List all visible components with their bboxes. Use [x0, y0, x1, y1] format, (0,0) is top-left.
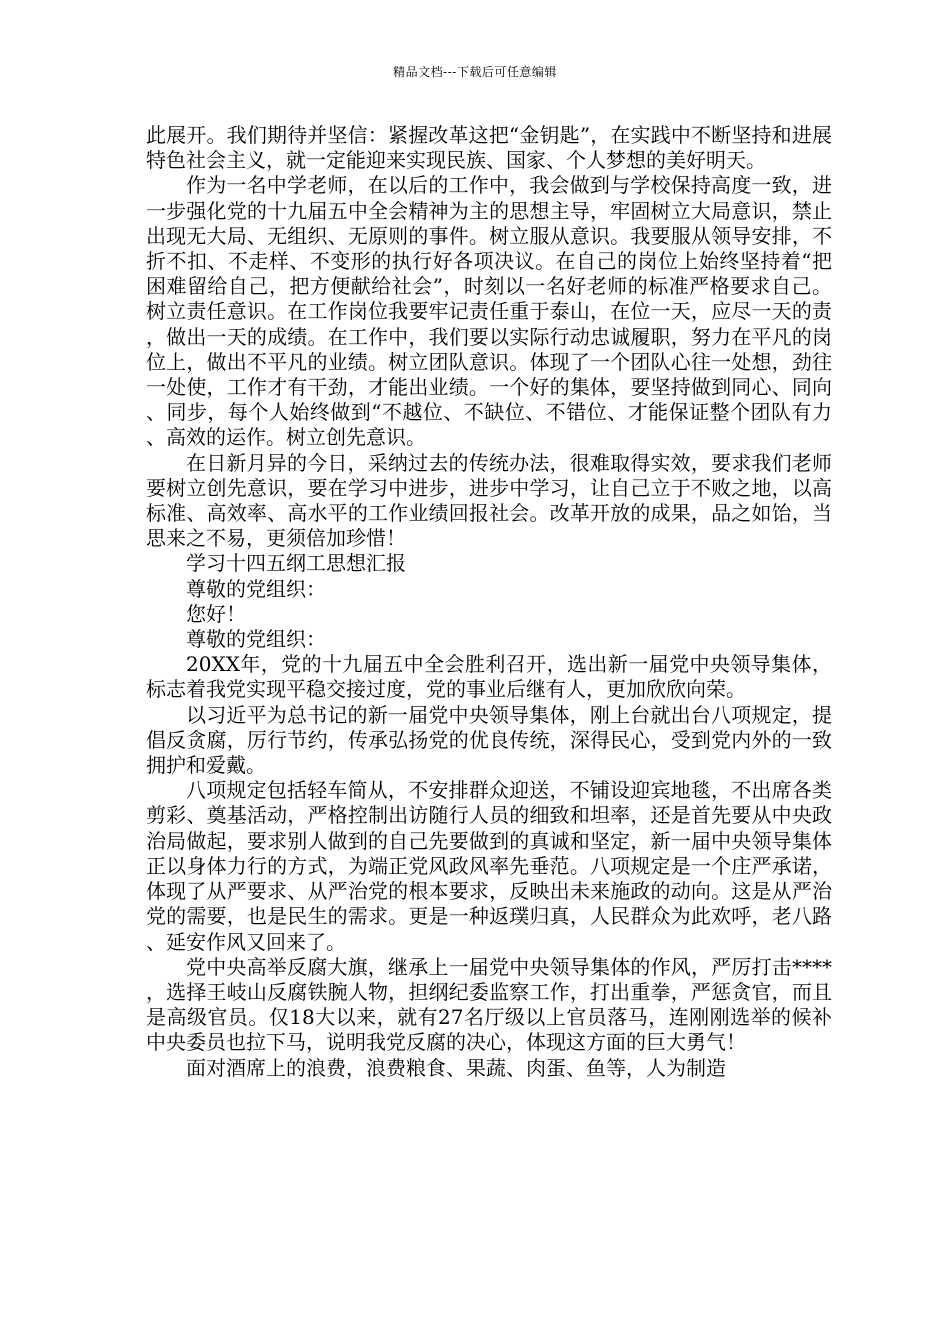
paragraph-congress: 20XX年，党的十九届五中全会胜利召开，选出新一届党中央领导集体，标志着我党实现平稳交接过度，党的事业后继有人，更加欣欣向荣。	[146, 652, 832, 702]
paragraph-innovation: 在日新月异的今日，采纳过去的传统办法，很难取得实效，要求我们老师要树立创先意识，要在学习中进步，进步中学习，让自己立于不败之地，以高标准、高效率、高水平的工作业绩回报社会。改革开放的成果，品之如饴，当思来之不易，更须倍加珍惜！	[146, 450, 832, 551]
paragraph-eight-rules: 八项规定包括轻车简从，不安排群众迎送，不铺设迎宾地毯，不出席各类剪彩、奠基活动，严格控制出访随行人员的细致和坦率，还是首先要从中央政治局做起，要求别人做到的自己先要做到的真诚和坚定，新一届中央领导集体正以身体力行的方式，为端正党风政风率先垂范。八项规定是一个庄严承诺，体现了从严要求、从严治党的根本要求，反映出未来施政的动向。这是从严治党的需要，也是民生的需求。更是一种返璞归真，人民群众为此欢呼，老八路、延安作风又回来了。	[146, 778, 832, 954]
page-header: 精品文档---下载后可任意编辑	[393, 65, 557, 79]
salutation: 尊敬的党组织：	[186, 576, 326, 601]
document-body	[146, 123, 832, 1081]
paragraph-leadership: 以习近平为总书记的新一届党中央领导集体，刚上台就出台八项规定，提倡反贪腐，厉行节约，传承弘扬党的优良传统，深得民心，受到党内外的一致拥护和爱戴。	[146, 702, 832, 778]
report-title: 学习十四五纲工思想汇报	[186, 551, 406, 576]
salutation-repeat: 尊敬的党组织：	[186, 627, 326, 652]
paragraph-teacher-commitment: 作为一名中学老师，在以后的工作中，我会做到与学校保持高度一致，进一步强化党的十九届五中全会精神为主的思想主导，牢固树立大局意识，禁止出现无大局、无组织、无原则的事件。树立服从意识。我要服从领导安排，不折不扣、不走样、不变形的执行好各项决议。在自己的岗位上始终坚持着“把困难留给自己，把方便献给社会”，时刻以一名好老师的标准严格要求自己。树立责任意识。在工作岗位我要牢记责任重于泰山，在位一天，应尽一天的责，做出一天的成绩。在工作中，我们要以实际行动忠诚履职，努力在平凡的岗位上，做出不平凡的业绩。树立团队意识。体现了一个团队心往一处想，劲往一处使，工作才有干劲，才能出业绩。一个好的集体，要坚持做到同心、同向、同步，每个人始终做到“不越位、不缺位、不错位、才能保证整个团队有力、高效的运作。树立创先意识。	[146, 173, 832, 450]
paragraph-continuation: 此展开。我们期待并坚信：紧握改革这把“金钥匙”，在实践中不断坚持和进展特色社会主义，就一定能迎来实现民族、国家、个人梦想的美好明天。	[146, 123, 832, 173]
paragraph-waste: 面对酒席上的浪费，浪费粮食、果蔬、肉蛋、鱼等，人为制造	[186, 1055, 726, 1080]
greeting: 您好！	[186, 601, 246, 626]
paragraph-anti-corruption: 党中央高举反腐大旗，继承上一届党中央领导集体的作风，严厉打击****，选择王岐山反腐铁腕人物，担纲纪委监察工作，打出重拳，严惩贪官，而且是高级官员。仅18大以来，就有27名厅级以上官员落马，连刚刚选举的候补中央委员也拉下马，说明我党反腐的决心，体现这方面的巨大勇气！	[146, 954, 832, 1055]
